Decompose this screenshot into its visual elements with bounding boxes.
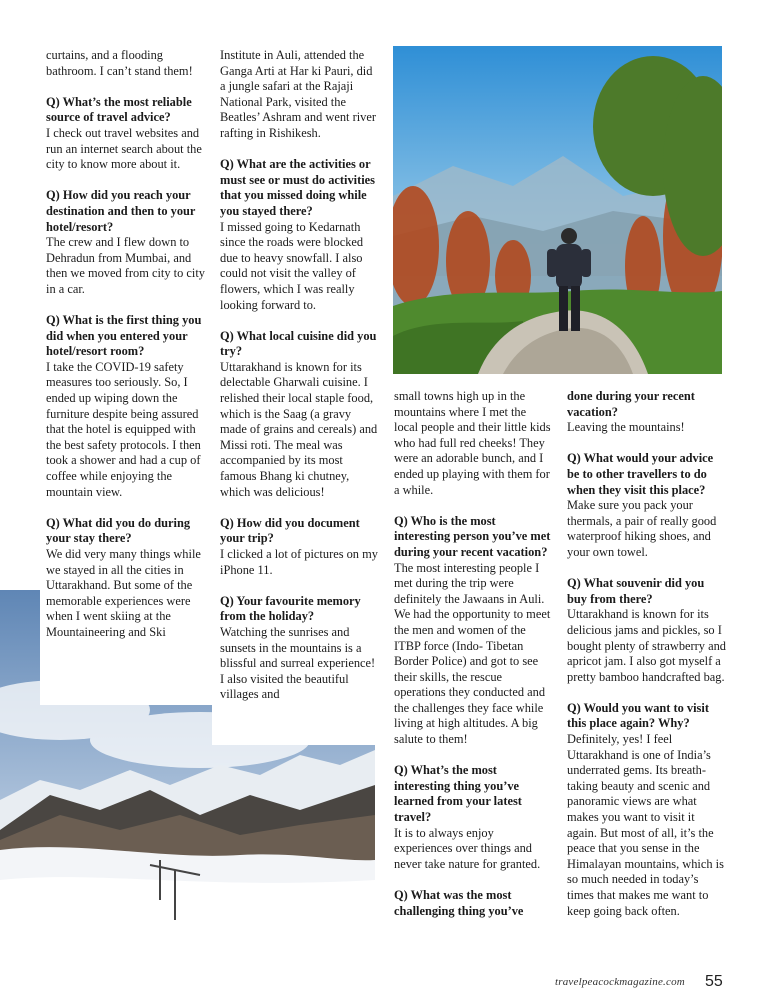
answer-text: The crew and I flew down to Dehradun from Mumbai, and then we moved from city to city in a car. [46,235,205,296]
question-heading: Q) Your favourite memory from the holiday? [220,593,361,624]
answer-text: Watching the sunrises and sunsets in the mountains is a blissful and surreal experience! I also visited the beautiful villages and [220,624,376,702]
answer-text: I missed going to Kedarnath since the roads were blocked due to heavy snowfall. I also could not visit the valley of flowers, which I was really looking forward to. [220,219,364,312]
question-heading: Q) What’s the most reliable source of travel advice? [46,94,192,125]
question-heading: Q) What would your advice be to other travellers to do when they visit this place? [567,451,714,497]
qa-block [394,514,552,748]
answer-text: Definitely, yes! I feel Uttarakhand is one of India’s underrated gems. Its breath-taking beauty and scenic and panoramic views are what makes you want to visit it again. But most of all, it’s the peace that you sense in the Himalayan mountains, which is so much needed in today’s times that makes me want to keep going back often. [567,732,724,918]
question-heading: Q) How did you document your trip? [220,515,360,546]
question-heading: Q) Would you want to visit this place again? Why? [567,700,709,731]
question-heading: Q) What is the first thing you did when you entered your hotel/resort room? [46,313,202,359]
article-column-3 [394,389,552,935]
answer-text: curtains, and a flooding bathroom. I can’t stand them! [46,48,193,78]
qa-block [46,95,206,173]
qa-block [394,763,552,872]
answer-text: Make sure you pack your thermals, a pair of really good waterproof hiking shoes, and your own towel. [567,498,717,559]
question-heading: Q) What did you do during your stay there? [46,515,191,546]
article-column-1 [46,48,206,656]
answer-text: It is to always enjoy experiences over things and never take nature for granted. [394,825,541,871]
answer-text: small towns high up in the mountains where I met the local people and their little kids who had full red cheeks! They were an adorable bunch, and I ended up playing with them for a while. [394,389,551,497]
answer-text: Institute in Auli, attended the Ganga Arti at Har ki Pauri, did a jungle safari at the Rajaji National Park, visited the Beatles’ Ashram and went river rafting in Rishikesh. [220,48,376,140]
answer-text: I check out travel websites and run an internet search about the city to know more about it. [46,125,202,172]
qa-block [220,594,380,703]
article-column-4 [567,389,727,935]
qa-block [567,576,727,685]
question-heading: Q) How did you reach your destination and then to your hotel/resort? [46,188,196,234]
question-heading: Q) What’s the most interesting thing you’ve learned from your latest travel? [394,763,522,825]
qa-block [394,888,552,919]
answer-text: Uttarakhand is known for its delicious jams and pickles, so I bought plenty of strawberry and apricot jam. I also got myself a pretty bamboo handcrafted bag. [567,607,726,684]
qa-block [220,157,380,313]
question-heading: Q) What are the activities or must see or must do activities that you missed doing while you stayed there? [220,157,375,218]
qa-block [567,389,727,436]
answer-text: Leaving the mountains! [567,420,685,435]
qa-block [46,313,206,500]
magazine-url: travelpeacockmagazine.com [555,976,685,988]
qa-block [567,451,727,560]
qa-block [220,516,380,578]
answer-text: The most interesting people I met during the trip were definitely the Jawaans in Auli. We had the opportunity to meet the men and women of the ITBP force (Indo- Tibetan Border Police) and got to see their skills, the rescue operations they conducted and the challenges they face while living at high altitudes. A big salute to them! [394,560,551,747]
qa-block [220,48,380,142]
answer-text: Uttarakhand is known for its delectable Gharwali cuisine. I relished their local staple food, which is the Saag (a gravy made of grains and cereals) and Missi roti. The meal was accompanied by its most famous Bhang ki chutney, which was delicious! [220,359,378,499]
question-heading: Q) What was the most challenging thing you’ve [394,888,524,918]
article-column-2 [220,48,380,719]
question-heading: Q) What souvenir did you buy from there? [567,576,705,606]
qa-block [46,48,206,79]
question-heading: Q) Who is the most interesting person you’ve met during your recent vacation? [394,513,551,559]
answer-text: We did very many things while we stayed in all the cities in Uttarakhand. But some of the memorable experiences were when I went skiing at the Mountaineering and Ski [46,547,201,639]
qa-block [220,329,380,501]
answer-text: I clicked a lot of pictures on my iPhone 11. [220,547,378,577]
photo-traveller-on-rock [393,46,722,374]
qa-block [394,389,552,498]
qa-block [567,701,727,919]
page-number: 55 [705,973,723,990]
question-heading: done during your recent vacation? [567,389,695,419]
qa-block [46,188,206,297]
question-heading: Q) What local cuisine did you try? [220,328,377,359]
answer-text: I take the COVID-19 safety measures too seriously. So, I ended up wiping down the furniture despite being assured that the hotel is equipped with the best safety protocols. I then took a shower and had a cup of coffee while enjoying the mountain view. [46,359,201,499]
qa-block [46,516,206,641]
